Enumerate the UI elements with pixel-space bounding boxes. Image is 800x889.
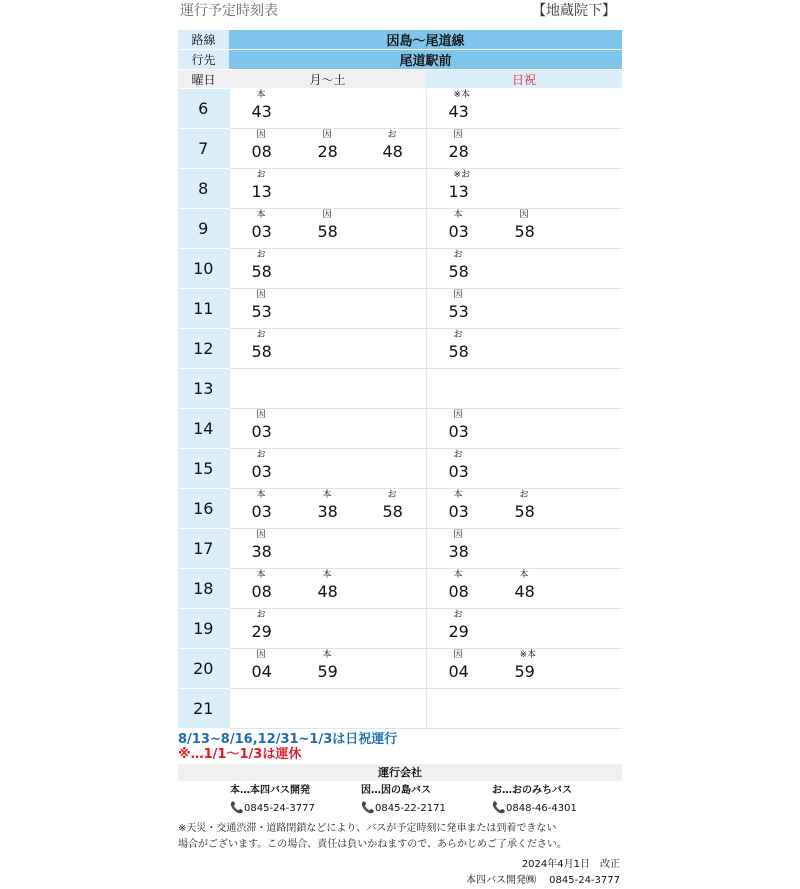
departure-minute: 28 bbox=[317, 142, 338, 161]
weekday-departures bbox=[229, 489, 426, 529]
departure bbox=[230, 609, 290, 643]
operator-mark: 因 bbox=[453, 130, 463, 140]
departure-minute: 29 bbox=[251, 622, 272, 641]
departure bbox=[230, 329, 290, 363]
operator-mark: 因 bbox=[453, 530, 463, 540]
hour-label: 19 bbox=[178, 609, 229, 649]
weekday-departures bbox=[229, 609, 426, 649]
operator-phone bbox=[492, 798, 612, 819]
operator-mark: 本 bbox=[256, 210, 266, 220]
phone-icon: 📞 bbox=[361, 801, 375, 814]
timetable-row bbox=[178, 129, 622, 169]
departure bbox=[230, 249, 290, 283]
timetable-row bbox=[178, 89, 622, 129]
departure-minute: 48 bbox=[382, 142, 403, 161]
departure-minute: 03 bbox=[251, 222, 272, 241]
departure bbox=[230, 169, 290, 203]
operator-mark: 因 bbox=[256, 130, 266, 140]
departure bbox=[427, 409, 487, 443]
hour-label: 14 bbox=[178, 409, 229, 449]
hour-label: 10 bbox=[178, 249, 229, 289]
holiday-departures bbox=[426, 569, 622, 609]
operator-mark: 因 bbox=[322, 130, 332, 140]
weekday-departures bbox=[229, 329, 426, 369]
operator-mark: お bbox=[256, 450, 266, 460]
operator-mark: お bbox=[387, 130, 397, 140]
operator-mark: お bbox=[256, 170, 266, 180]
departure-minute: 58 bbox=[251, 262, 272, 281]
footer-contact: 本四バス開発㈱ 0845-24-3777 bbox=[465, 875, 620, 886]
operator-mark: お bbox=[519, 490, 529, 500]
weekday-departures bbox=[229, 289, 426, 329]
operator-mark: ※本 bbox=[519, 650, 537, 660]
operator-honshi bbox=[230, 783, 350, 819]
hour-label: 12 bbox=[178, 329, 229, 369]
departure bbox=[427, 289, 487, 323]
operator-mark: 本 bbox=[322, 570, 332, 580]
holiday-departures bbox=[426, 449, 622, 489]
document-title: 運行予定時刻表 bbox=[180, 3, 278, 19]
operator-mark: ※お bbox=[453, 170, 471, 180]
departure-minute: 58 bbox=[514, 222, 535, 241]
departure-minute: 08 bbox=[448, 582, 469, 601]
departure bbox=[296, 649, 356, 683]
departure bbox=[427, 329, 487, 363]
timetable-row bbox=[178, 489, 622, 529]
weekday-departures bbox=[229, 249, 426, 289]
operator-mark: 本 bbox=[519, 570, 529, 580]
departure-minute: 59 bbox=[514, 662, 535, 681]
timetable-row bbox=[178, 569, 622, 609]
holiday-departures bbox=[426, 489, 622, 529]
departure-minute: 03 bbox=[448, 222, 469, 241]
departure-minute: 03 bbox=[251, 462, 272, 481]
holiday-departures bbox=[426, 689, 622, 729]
departure bbox=[296, 489, 356, 523]
departure-minute: 58 bbox=[382, 502, 403, 521]
operator-mark: お bbox=[453, 330, 463, 340]
weekday-departures bbox=[229, 689, 426, 729]
operator-mark: 本 bbox=[256, 490, 266, 500]
hour-label: 13 bbox=[178, 369, 229, 409]
holiday-departures bbox=[426, 169, 622, 209]
hour-label: 6 bbox=[178, 89, 229, 129]
operator-mark: お bbox=[387, 490, 397, 500]
holiday-departures bbox=[426, 209, 622, 249]
notes bbox=[178, 732, 622, 762]
holiday-departures bbox=[426, 129, 622, 169]
departure-minute: 59 bbox=[317, 662, 338, 681]
holiday-departures bbox=[426, 609, 622, 649]
operator-mark: 本 bbox=[453, 490, 463, 500]
operators-title: 運行会社 bbox=[178, 764, 622, 781]
timetable-document bbox=[178, 0, 622, 889]
departure bbox=[296, 129, 356, 163]
departure-minute: 03 bbox=[448, 422, 469, 441]
hour-label: 16 bbox=[178, 489, 229, 529]
hour-label: 8 bbox=[178, 169, 229, 209]
departure-minute: 04 bbox=[448, 662, 469, 681]
departure bbox=[427, 449, 487, 483]
departure-minute: 58 bbox=[448, 342, 469, 361]
timetable-row bbox=[178, 409, 622, 449]
departure-minute: 53 bbox=[448, 302, 469, 321]
weekday-departures bbox=[229, 89, 426, 129]
operator-mark: お bbox=[453, 450, 463, 460]
timetable-row bbox=[178, 169, 622, 209]
route-label: 路線 bbox=[178, 30, 229, 50]
departure bbox=[427, 649, 487, 683]
departure-minute: 29 bbox=[448, 622, 469, 641]
weekday-departures bbox=[229, 369, 426, 409]
departure-minute: 38 bbox=[448, 542, 469, 561]
holiday-service-note: 8/13~8/16,12/31~1/3は日祝運行 bbox=[178, 732, 398, 747]
departure bbox=[230, 649, 290, 683]
operator-name: 本…本四バス開発 bbox=[230, 785, 310, 796]
weekday-departures bbox=[229, 449, 426, 489]
day-type-label: 曜日 bbox=[178, 70, 229, 89]
weekday-departures bbox=[229, 409, 426, 449]
departure-minute: 58 bbox=[514, 502, 535, 521]
departure bbox=[296, 569, 356, 603]
departure bbox=[230, 569, 290, 603]
timetable-row bbox=[178, 249, 622, 289]
departure bbox=[493, 489, 553, 523]
departure bbox=[230, 89, 290, 123]
bus-stop-name: 【地蔵院下】 bbox=[532, 3, 616, 19]
operator-innoshima bbox=[361, 783, 481, 819]
operator-phone-number: 0848-46-4301 bbox=[506, 803, 577, 814]
operator-phone-number: 0845-24-3777 bbox=[244, 803, 315, 814]
holiday-departures bbox=[426, 329, 622, 369]
departure-minute: 08 bbox=[251, 142, 272, 161]
departure-minute: 03 bbox=[251, 502, 272, 521]
operator-mark: ※本 bbox=[453, 90, 471, 100]
departure-minute: 03 bbox=[251, 422, 272, 441]
timetable-row bbox=[178, 609, 622, 649]
operator-mark: お bbox=[256, 610, 266, 620]
weekday-departures bbox=[229, 209, 426, 249]
operator-mark: 因 bbox=[453, 290, 463, 300]
departure-minute: 43 bbox=[251, 102, 272, 121]
operator-mark: 因 bbox=[256, 290, 266, 300]
phone-icon: 📞 bbox=[492, 801, 506, 814]
departure-minute: 58 bbox=[448, 262, 469, 281]
operator-name: お…おのみちバス bbox=[492, 785, 572, 796]
departure bbox=[361, 129, 421, 163]
operator-mark: 因 bbox=[256, 410, 266, 420]
weekday-departures bbox=[229, 649, 426, 689]
holiday-departures bbox=[426, 409, 622, 449]
operator-mark: 因 bbox=[453, 650, 463, 660]
departure bbox=[230, 289, 290, 323]
hour-label: 11 bbox=[178, 289, 229, 329]
departure bbox=[427, 169, 487, 203]
title-bar bbox=[178, 0, 622, 30]
timetable-row bbox=[178, 689, 622, 729]
departure bbox=[427, 249, 487, 283]
departure-minute: 04 bbox=[251, 662, 272, 681]
operator-name: 因…因の島バス bbox=[361, 785, 431, 796]
operator-mark: 因 bbox=[256, 530, 266, 540]
holiday-departures bbox=[426, 369, 622, 409]
operator-mark: お bbox=[256, 250, 266, 260]
operator-phone bbox=[361, 798, 481, 819]
weekday-departures bbox=[229, 169, 426, 209]
route-name: 因島～尾道線 bbox=[229, 30, 622, 50]
departure-minute: 03 bbox=[448, 502, 469, 521]
disclaimer bbox=[178, 821, 622, 853]
departure bbox=[230, 129, 290, 163]
operator-mark: 因 bbox=[256, 650, 266, 660]
departure-minute: 58 bbox=[251, 342, 272, 361]
timetable-row bbox=[178, 449, 622, 489]
operator-mark: お bbox=[453, 250, 463, 260]
departure bbox=[230, 209, 290, 243]
departure-minute: 53 bbox=[251, 302, 272, 321]
departure bbox=[493, 649, 553, 683]
departure bbox=[427, 529, 487, 563]
departure bbox=[427, 129, 487, 163]
departure bbox=[427, 489, 487, 523]
holiday-departures bbox=[426, 529, 622, 569]
hour-label: 18 bbox=[178, 569, 229, 609]
operator-phone-number: 0845-22-2171 bbox=[375, 803, 446, 814]
revision-date: 2024年4月1日 改正 bbox=[521, 859, 620, 870]
operator-mark: 因 bbox=[453, 410, 463, 420]
weekday-departures bbox=[229, 569, 426, 609]
operator-mark: 本 bbox=[256, 90, 266, 100]
departure-minute: 43 bbox=[448, 102, 469, 121]
destination-name: 尾道駅前 bbox=[229, 50, 622, 70]
departure-minute: 03 bbox=[448, 462, 469, 481]
departure-minute: 58 bbox=[317, 222, 338, 241]
departure-minute: 48 bbox=[514, 582, 535, 601]
departure bbox=[296, 209, 356, 243]
departure-minute: 48 bbox=[317, 582, 338, 601]
departure bbox=[230, 449, 290, 483]
operator-phone bbox=[230, 798, 350, 819]
weekday-column-header: 月～土 bbox=[229, 70, 426, 89]
timetable-row bbox=[178, 649, 622, 689]
timetable-row bbox=[178, 289, 622, 329]
holiday-departures bbox=[426, 649, 622, 689]
hour-label: 7 bbox=[178, 129, 229, 169]
operator-mark: 本 bbox=[453, 570, 463, 580]
departure bbox=[230, 489, 290, 523]
operator-mark: 本 bbox=[322, 490, 332, 500]
operator-mark: 本 bbox=[453, 210, 463, 220]
departure-minute: 08 bbox=[251, 582, 272, 601]
operator-mark: 因 bbox=[519, 210, 529, 220]
timetable-row bbox=[178, 209, 622, 249]
operators-list bbox=[178, 781, 622, 821]
operator-mark: お bbox=[256, 330, 266, 340]
timetable-row bbox=[178, 369, 622, 409]
hour-label: 9 bbox=[178, 209, 229, 249]
departure-minute: 38 bbox=[251, 542, 272, 561]
departure bbox=[427, 569, 487, 603]
hour-label: 15 bbox=[178, 449, 229, 489]
hour-label: 21 bbox=[178, 689, 229, 729]
hour-label: 20 bbox=[178, 649, 229, 689]
departure bbox=[230, 409, 290, 443]
departure bbox=[230, 529, 290, 563]
timetable-row bbox=[178, 329, 622, 369]
departure bbox=[427, 209, 487, 243]
holiday-departures bbox=[426, 249, 622, 289]
departure bbox=[493, 569, 553, 603]
departure-minute: 38 bbox=[317, 502, 338, 521]
timetable-rows bbox=[178, 89, 622, 729]
phone-icon: 📞 bbox=[230, 801, 244, 814]
departure bbox=[493, 209, 553, 243]
departure-minute: 13 bbox=[448, 182, 469, 201]
timetable-row bbox=[178, 529, 622, 569]
holiday-departures bbox=[426, 89, 622, 129]
holiday-column-header: 日祝 bbox=[426, 70, 622, 89]
departure-minute: 13 bbox=[251, 182, 272, 201]
departure-minute: 28 bbox=[448, 142, 469, 161]
operator-mark: 本 bbox=[256, 570, 266, 580]
weekday-departures bbox=[229, 529, 426, 569]
operator-mark: 因 bbox=[322, 210, 332, 220]
weekday-departures bbox=[229, 129, 426, 169]
disclaimer-line: 場合がございます。この場合、責任は負いかねますので、あらかじめご了承ください。 bbox=[178, 839, 567, 850]
holiday-departures bbox=[426, 289, 622, 329]
departure bbox=[427, 609, 487, 643]
disclaimer-line: ※天災・交通渋滞・道路閉鎖などにより、バスが予定時刻に発車または到着できない bbox=[178, 823, 557, 834]
hour-label: 17 bbox=[178, 529, 229, 569]
suspension-note: ※…1/1～1/3は運休 bbox=[178, 747, 302, 762]
operator-mark: 本 bbox=[322, 650, 332, 660]
destination-label: 行先 bbox=[178, 50, 229, 70]
timetable bbox=[178, 30, 622, 729]
operator-onomichi bbox=[492, 783, 612, 819]
departure bbox=[427, 89, 487, 123]
departure bbox=[361, 489, 421, 523]
operator-mark: お bbox=[453, 610, 463, 620]
